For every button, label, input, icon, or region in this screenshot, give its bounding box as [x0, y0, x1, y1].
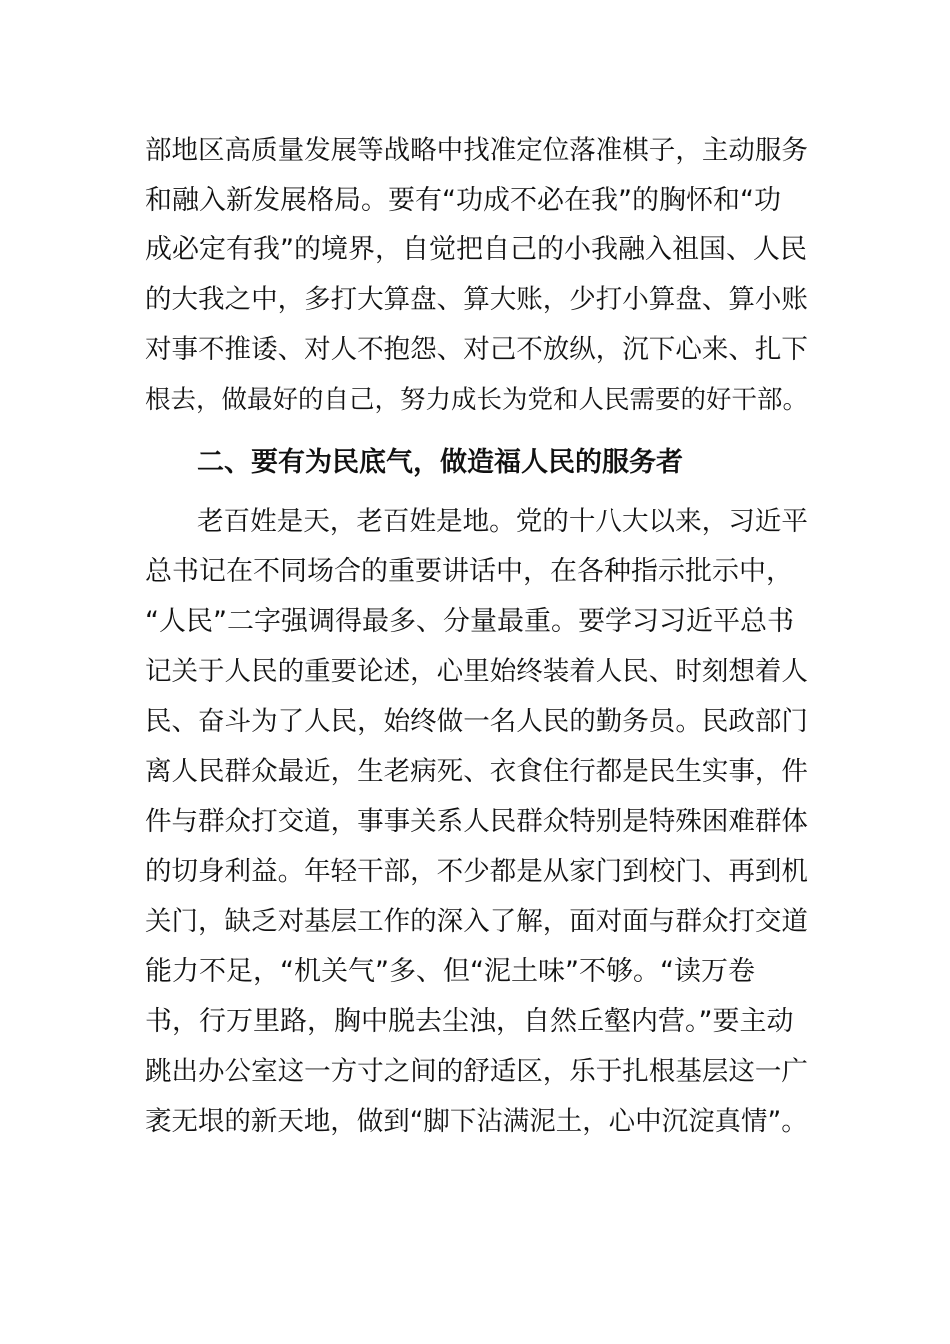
text-line: 记关于人民的重要论述，心里始终装着人民、时刻想着人 [145, 656, 808, 687]
text-line: 关门，缺乏对基层工作的深入了解，面对面与群众打交道 [145, 906, 808, 937]
text-line: 能力不足，“机关气”多、但“泥土味”不够。“读万卷 [145, 956, 755, 987]
text-line: 书，行万里路，胸中脱去尘浊，自然丘壑内营。”要主动 [145, 1006, 794, 1037]
text-line: 的大我之中，多打大算盘、算大账，少打小算盘、算小账 [145, 284, 808, 315]
text-line: 离人民群众最近，生老病死、衣食住行都是民生实事，件 [145, 756, 808, 787]
text-line: 总书记在不同场合的重要讲话中，在各种指示批示中， [145, 556, 793, 587]
text-line: 袤无垠的新天地，做到“脚下沾满泥土，心中沉淀真情”。 [145, 1106, 808, 1137]
text-line: 部地区高质量发展等战略中找准定位落准棋子，主动服务 [145, 135, 808, 166]
text-line: 根去，做最好的自己，努力成长为党和人民需要的好干部。 [145, 385, 809, 415]
text-line: 和融入新发展格局。要有“功成不必在我”的胸怀和“功 [145, 185, 781, 216]
text-line: 对事不推诿、对人不抱怨、对己不放纵，沉下心来、扎下 [145, 334, 808, 365]
section-heading: 二、要有为民底气，做造福人民的服务者 [197, 447, 683, 478]
text-line: 民、奋斗为了人民，始终做一名人民的勤务员。民政部门 [145, 706, 808, 737]
text-line: “人民”二字强调得最多、分量最重。要学习习近平总书 [145, 606, 794, 637]
text-line: 跳出办公室这一方寸之间的舒适区，乐于扎根基层这一广 [145, 1056, 808, 1087]
text-line: 成必定有我”的境界，自觉把自己的小我融入祖国、人民 [145, 234, 807, 265]
paragraph-first-line: 老百姓是天，老百姓是地。党的十八大以来，习近平 [197, 506, 808, 537]
text-line: 的切身利益。年轻干部，不少都是从家门到校门、再到机 [145, 856, 808, 887]
text-line: 件与群众打交道，事事关系人民群众特别是特殊困难群体 [145, 806, 808, 837]
